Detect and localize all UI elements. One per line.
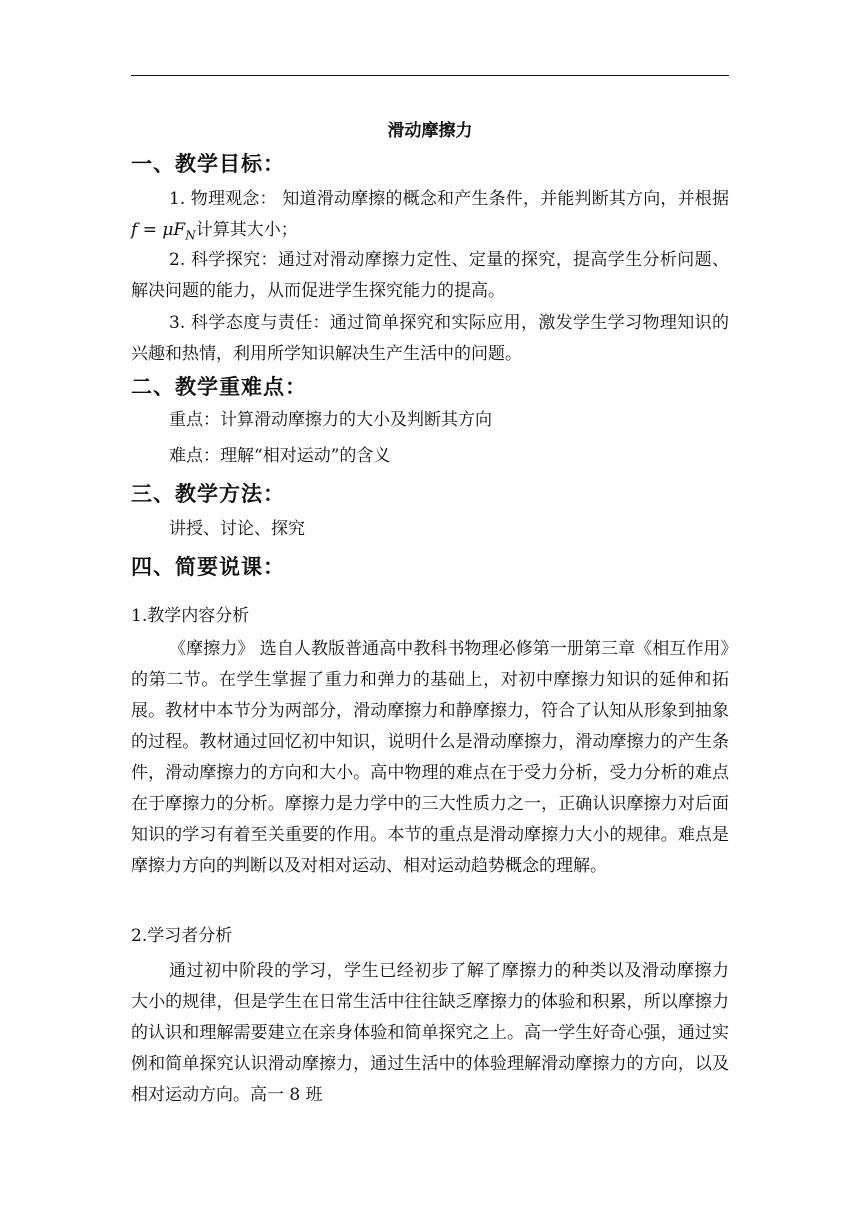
teaching-methods: 讲授、讨论、探究: [169, 519, 305, 539]
section-heading-lesson-summary: 四、简要说课：: [131, 555, 285, 579]
objective-item-3: 3. 科学态度与责任：通过简单探究和实际应用，激发学生学习物理知识的兴趣和热情，利用所学知识解决生产生活中的问题。: [131, 313, 729, 364]
key-point: 重点：计算滑动摩擦力的大小及判断其方向: [169, 410, 492, 430]
section-heading-objectives: 一、教学目标：: [131, 152, 285, 176]
formula-mu-f: μF: [162, 220, 186, 240]
formula-f: f: [131, 220, 138, 240]
subheading-learner-analysis: 2.学习者分析: [131, 926, 233, 946]
learner-analysis-paragraph: 通过初中阶段的学习，学生已经初步了解了摩擦力的种类以及滑动摩擦力大小的规律，但是学生在日常生活中往往缺乏摩擦力的体验和积累，所以摩擦力的认识和理解需要建立在亲身体验和简单探究之上。高一学生好奇心强，通过实例和简单探究认识滑动摩擦力，通过生活中的体验理解滑动摩擦力的方向，以及相对运动方向。高一 8 班: [131, 961, 729, 1105]
content-analysis-paragraph: 《摩擦力》 选自人教版普通高中教科书物理必修第一册第三章《相互作用》的第二节。在学生掌握了重力和弹力的基础上，对初中摩擦力知识的延伸和拓展。教材中本节分为两部分，滑动摩擦力和静摩擦力，符合了认知从形象到抽象的过程。教材通过回忆初中知识，说明什么是滑动摩擦力，滑动摩擦力的产生条件，滑动摩擦力的方向和大小。高中物理的难点在于受力分析，受力分析的难点在于摩擦力的分析。摩擦力是力学中的三大性质力之一，正确认识摩擦力对后面知识的学习有着至关重要的作用。本节的重点是滑动摩擦力大小的规律。难点是摩擦力方向的判断以及对相对运动、相对运动趋势概念的理解。: [131, 639, 729, 876]
objective-1-tail: 计算其大小；: [195, 220, 298, 240]
formula-equals: =: [137, 220, 163, 240]
objective-item-1: [131, 184, 729, 251]
document-title: 滑动摩擦力: [387, 121, 473, 141]
document-page: [131, 0, 729, 1216]
subheading-content-analysis: 1.教学内容分析: [131, 606, 250, 626]
difficult-point: 难点：理解“相对运动”的含义: [169, 446, 391, 466]
formula-subscript: N: [185, 228, 196, 243]
section-heading-methods: 三、教学方法：: [131, 482, 285, 506]
header-rule: [131, 75, 729, 76]
objective-item-2: 2. 科学探究：通过对滑动摩擦力定性、定量的探究，提高学生分析问题、解决问题的能力，从而促进学生探究能力的提高。: [131, 250, 729, 301]
section-heading-key-points: 二、教学重难点：: [131, 375, 307, 399]
friction-formula: [131, 220, 196, 243]
objective-1-text: 1. 物理观念： 知道滑动摩擦的概念和产生条件，并能判断其方向，并根据: [169, 189, 729, 209]
